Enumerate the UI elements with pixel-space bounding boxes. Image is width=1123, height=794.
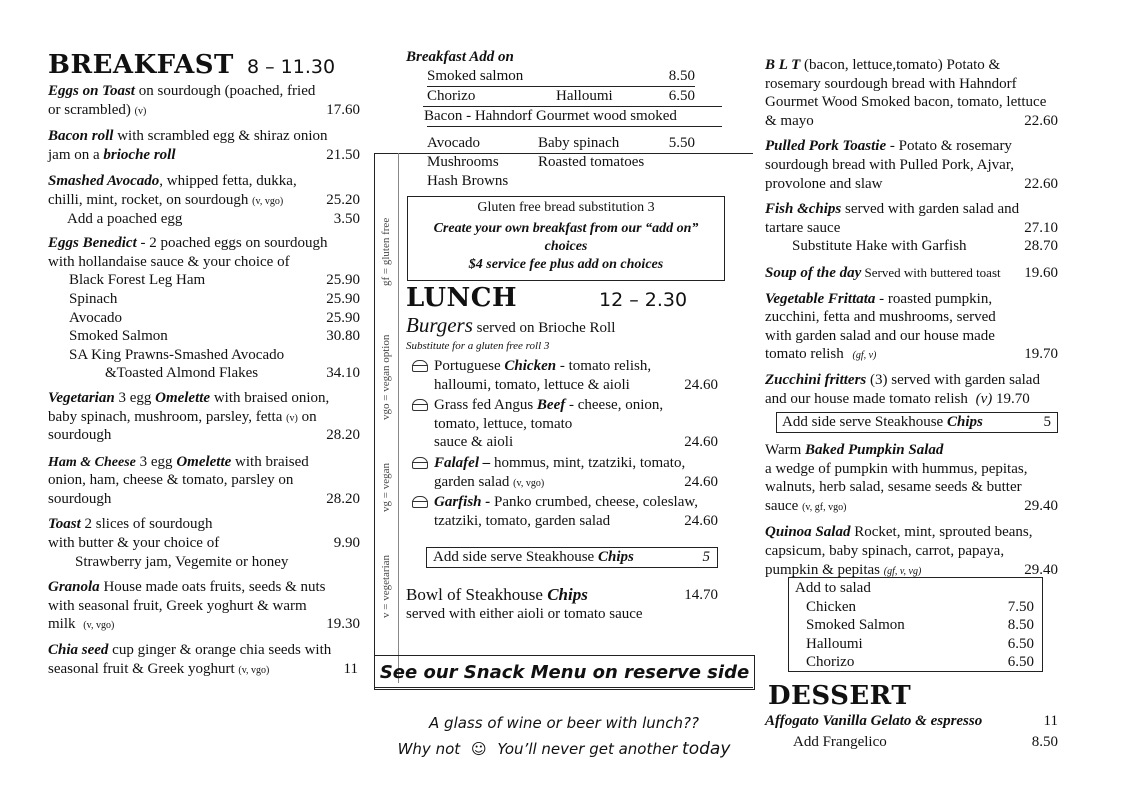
menu-item-blt [765,56,1058,130]
item-desc: (3) served with garden salad [866,371,1040,388]
addon-price: 6.50 [668,88,695,105]
diet-tag: (v, vgo) [238,664,270,676]
menu-item-chia-seed [48,641,360,678]
item-desc-emph: brioche roll [103,146,176,163]
item-price: 28.20 [326,490,360,507]
gf-substitution: Gluten free bread substitution 3 [477,200,655,215]
gf-roll-note: Substitute for a gluten free roll 3 [406,340,550,352]
legend-gf: gf = gluten free [380,217,392,286]
item-desc: sauce & aioli [434,434,514,451]
item-desc: served with garden salad and [841,201,1020,218]
breakfast-time: 8 – 11.30 [247,56,336,78]
salad-add-price: 6.50 [1007,635,1034,652]
option-label: Spinach [69,290,118,307]
item-desc: and our house made tomato relish [765,390,968,407]
addon-row [427,87,695,106]
create-own-line: Create your own breakfast from our “add on” [433,221,699,236]
burgers-heading [406,313,718,340]
menu-item-toast [48,515,360,571]
salad-add-row [789,598,1042,617]
item-price: 25.20 [326,191,360,208]
option-label: Black Forest Leg Ham [69,272,206,289]
item-desc: Add Frangelico [793,733,887,750]
diet-tag: (v, vgo) [83,620,115,632]
dessert-frangelico [765,733,1058,752]
item-desc: seasonal fruit & Greek yoghurt [48,660,235,677]
item-name: Soup of the day [765,264,862,281]
item-price: 24.60 [684,376,718,393]
smiley-icon: ☺ [470,740,487,758]
snack-menu-text: See our Snack Menu on reserve side [379,662,750,683]
item-name: Eggs Benedict [48,235,137,252]
item-price: 29.40 [1024,497,1058,514]
item-price: 24.60 [684,512,718,529]
item-desc: with hollandaise sauce & your choice of [48,253,290,270]
diet-tag: (v, vgo) [252,195,284,207]
item-desc: with seasonal fruit, Greek yoghurt & warm [48,597,307,614]
lunch-side-chips [426,547,718,568]
addon-table [424,67,695,191]
menu-item-granola [48,578,360,634]
item-name: Vegetable Frittata [765,290,876,307]
salad-add-row [789,616,1042,635]
item-desc: Gourmet Wood Smoked bacon, tomato, lettuce [765,94,1047,111]
item-desc: with braised [231,453,309,470]
item-desc: provolone and slaw [765,175,883,192]
dessert-section [765,680,1058,751]
dessert-title: DESSERT [768,681,912,711]
item-desc: - Potato & rosemary [886,138,1012,155]
menu-item-soup [765,264,1058,283]
item-desc: - tomato relish, [556,358,652,374]
burgers-title: Burgers [406,313,473,337]
addon-row [427,134,695,153]
item-price: 19.30 [326,616,360,633]
wine-line-1: A glass of wine or beer with lunch?? [429,714,699,732]
addon-item: Smoked salmon [427,67,524,84]
burger-icon [412,496,428,508]
item-price: 28.70 [1024,238,1058,255]
option-label: SA King Prawns-Smashed Avocado [69,346,285,363]
salad-add-item: Smoked Salmon [806,617,905,634]
item-price: 25.90 [326,309,360,326]
item-price: 27.10 [1024,219,1058,236]
item-name: Zucchini fritters [765,371,867,388]
menu-item-bacon-roll [48,127,360,164]
burger-beef [406,396,718,452]
item-price: 21.50 [326,146,360,163]
item-desc: - 2 poached eggs on sourdough [136,235,328,252]
item-desc: (bacon, lettuce,tomato) Potato & [800,57,1001,73]
item-desc: sourdough [48,427,112,444]
side-label: Add side serve Steakhouse [433,549,598,565]
wine-today: today [682,739,731,759]
option-label: Smoked Salmon [69,328,168,345]
item-name: Eggs on Toast [48,83,135,99]
addon-item: Avocado [427,135,481,152]
item-desc: House made oats fruits, seeds & nuts [99,579,326,596]
item-desc: - cheese, onion, [565,397,664,414]
item-desc: a wedge of pumpkin with hummus, pepitas, [765,460,1028,477]
item-name: Pulled Pork Toastie [765,138,887,155]
item-price: 28.20 [326,427,360,444]
addon-item: Baby spinach [538,135,620,152]
item-name: Chia seed [48,642,109,659]
item-name: Omelette [155,389,211,406]
addon-item: Hash Browns [427,172,509,189]
item-desc: jam on a [48,146,104,163]
burger-icon [412,399,428,411]
bowl-of-chips [406,585,718,624]
item-price: 25.90 [326,272,360,289]
item-price: 24.60 [684,473,718,490]
salad-add-price: 8.50 [1007,617,1034,634]
salad-add-item: Chorizo [806,654,855,671]
salad-add-item: Halloumi [806,635,863,652]
item-price: 34.10 [326,365,360,382]
diet-tag: (v) [134,105,147,117]
item-price: 19.70 [1024,346,1058,363]
salad-add-price: 6.50 [1007,654,1034,671]
item-desc: halloumi, tomato, lettuce & aioli [434,376,630,393]
item-desc: 3 egg [114,389,156,406]
lunch-heading [406,283,718,313]
addon-row [427,67,695,86]
item-desc: milk [48,616,76,633]
item-name: Bacon roll [48,128,114,145]
item-price: 11 [1043,713,1058,729]
menu-item-quinoa-salad [765,523,1058,579]
item-price: 9.90 [333,535,360,552]
breakfast-title: BREAKFAST [48,50,234,80]
item-desc: capsicum, baby spinach, carrot, papaya, [765,542,1005,559]
burger-garfish [406,493,718,530]
wine-never: You’ll never get another [497,740,683,758]
item-price: 30.80 [326,328,360,345]
side-name: Chips [597,549,634,565]
burger-falafel [406,454,718,491]
side-name: Chips [946,414,983,430]
item-desc: tomato relish [765,346,844,363]
item-name: Chicken [504,358,557,374]
menu-item-frittata [765,290,1058,364]
item-name: Omelette [176,453,232,470]
item-desc: Strawberry jam, Vegemite or honey [75,553,289,570]
addon-title: Breakfast Add on [406,49,514,65]
legend-vg: vg = vegan [380,463,392,512]
item-name: Affogato Vanilla Gelato & espresso [765,713,983,729]
item-desc: Substitute Hake with Garfish [792,238,967,255]
item-name: Vegetarian [48,389,115,406]
addon-label: Add a poached egg [67,210,183,227]
breakfast-column [48,50,360,678]
item-desc: Warm [765,442,806,458]
menu-item-eggs-on-toast [48,82,360,119]
breakfast-addon [406,48,722,190]
item-desc: Served with buttered toast [861,264,1001,280]
item-name: Ham & Cheese [48,454,136,470]
item-desc: sourdough [48,490,112,507]
item-desc: walnuts, herb salad, sesame seeds & butter [765,479,1022,496]
item-price: 29.40 [1024,561,1058,578]
addon-item: Bacon - Hahndorf Gourmet wood smoked [424,107,677,124]
item-desc: on [297,408,317,425]
item-desc: 3 egg [135,453,177,470]
item-desc: sauce [765,497,799,514]
item-desc: on sourdough (poached, fried [134,83,316,99]
breakfast-heading [48,50,360,82]
item-desc: cup ginger & orange chia seeds with [108,642,332,659]
wine-line-2 [374,736,754,762]
addon-item: Chorizo [427,88,476,105]
wine-why-not: Why not [397,740,461,758]
item-desc: Panko crumbed, cheese, coleslaw, [490,494,698,511]
item-desc: tartare sauce [765,219,841,236]
item-price: 14.70 [684,587,718,603]
diet-tag: (v) [975,390,993,407]
item-name: Garfish - [434,494,491,511]
burgers-subtitle: served on Brioche Roll [472,320,616,336]
menu-item-eggs-benedict [48,234,360,383]
lunch-section [406,283,718,530]
diet-tag: (v, gf, vgo) [802,501,847,513]
item-name: Smashed Avocado [48,173,160,190]
item-desc: baby spinach, mushroom, parsley, fetta [48,408,283,425]
item-desc: zucchini, fetta and mushrooms, served [765,309,996,326]
option-label: &Toasted Almond Flakes [105,365,259,382]
middle-divider [398,153,399,683]
item-desc: onion, ham, cheese & tomato, parsley on [48,472,294,489]
item-desc: Bowl of Steakhouse [406,585,548,604]
option-label: Avocado [69,309,123,326]
right-column [765,56,1058,408]
diet-tag: (gf, v) [852,350,877,362]
item-desc: with scrambled egg & shiraz onion [113,128,328,145]
item-desc: with garden salad and our house made [765,327,995,344]
salad-add-row [789,635,1042,654]
menu-item-zucchini-fritters [765,371,1058,408]
item-desc: Rocket, mint, sprouted beans, [850,524,1033,541]
salad-add-row [789,653,1042,672]
menu-item-fish-chips [765,200,1058,256]
burger-icon [412,457,428,469]
item-price: 24.60 [684,434,718,451]
item-price: 19.60 [1024,264,1058,281]
right-column-lower [765,441,1058,579]
salad-add-title: Add to salad [795,580,871,596]
item-desc: rosemary sourdough bread with Hahndorf [765,75,1017,92]
item-name: Falafel – [434,454,491,471]
item-price: 22.60 [1024,175,1058,192]
item-price: 3.50 [333,210,360,227]
item-name: Chips [547,585,588,604]
item-desc: garden salad [434,473,510,490]
item-desc: pumpkin & pepitas [765,561,880,578]
item-price: 25.90 [326,290,360,307]
service-fee-line: $4 service fee plus add on choices [468,257,664,272]
menu-item-pulled-pork [765,137,1058,193]
snack-menu-banner [374,655,755,690]
gluten-free-box [407,196,725,281]
item-desc: Portuguese [434,358,505,374]
item-name: Quinoa Salad [765,524,851,541]
menu-item-smashed-avocado [48,172,360,228]
item-desc: hommus, mint, tzatziki, tomato, [490,454,686,471]
legend-v: v = vegetarian [380,554,392,618]
item-price: 11 [343,660,358,677]
item-price: 19.70 [996,390,1030,407]
side-label: Add side serve Steakhouse [782,414,947,430]
burger-icon [412,360,428,372]
item-desc: & mayo [765,112,814,129]
addon-row [424,107,695,126]
right-side-chips [776,412,1058,433]
legend-vgo: vgo = vegan option [380,334,392,420]
salad-add-item: Chicken [806,598,856,615]
create-own-line-2: choices [544,239,588,254]
addon-item: Halloumi [556,88,613,105]
item-price: 8.50 [1031,733,1058,750]
item-desc: sourdough bread with Pulled Pork, Ajvar, [765,156,1014,173]
addon-row [427,172,695,191]
side-price: 5 [702,549,710,565]
dessert-affogato [765,712,1058,731]
item-desc: served with either aioli or tomato sauce [406,606,643,622]
item-desc: with braised onion, [210,389,330,406]
item-name: Baked Pumpkin Salad [805,442,944,458]
item-desc: tomato, lettuce, tomato [434,415,573,432]
wine-note [374,710,754,762]
diet-tag: (gf, v, vg) [883,565,922,577]
item-desc: tzatziki, tomato, garden salad [434,512,611,529]
item-desc: with butter & your choice of [48,535,220,552]
item-desc: or scrambled) [48,101,131,118]
add-to-salad-box [788,577,1043,672]
menu-item-vegetarian-omelette [48,389,360,445]
item-desc: , whipped fetta, dukka, [159,173,297,190]
item-desc: Grass fed Angus [434,397,537,414]
side-price: 5 [1043,414,1051,430]
addon-item: Roasted tomatoes [538,153,645,170]
addon-price: 8.50 [668,67,695,84]
item-desc: - roasted pumpkin, [875,290,993,307]
menu-item-ham-cheese-omelette [48,453,360,509]
item-price: 22.60 [1024,112,1058,129]
addon-price: 5.50 [668,135,695,152]
item-desc: chilli, mint, rocket, on sourdough [48,191,249,208]
item-name: Beef [536,397,566,414]
item-name: Granola [48,579,100,596]
item-name: Toast [48,516,81,533]
item-name: Fish &chips [765,201,842,218]
diet-tag: (v, vgo) [513,477,545,489]
salad-add-price: 7.50 [1007,598,1034,615]
burger-chicken [406,357,718,394]
lunch-time: 12 – 2.30 [599,289,688,311]
addon-item: Mushrooms [427,153,499,170]
item-name: B L T [765,57,801,73]
menu-item-pumpkin-salad [765,441,1058,515]
item-desc: 2 slices of sourdough [80,516,213,533]
lunch-title: LUNCH [406,283,518,313]
item-price: 17.60 [326,101,360,118]
diet-tag: (v) [286,412,298,424]
addon-row [427,153,695,172]
